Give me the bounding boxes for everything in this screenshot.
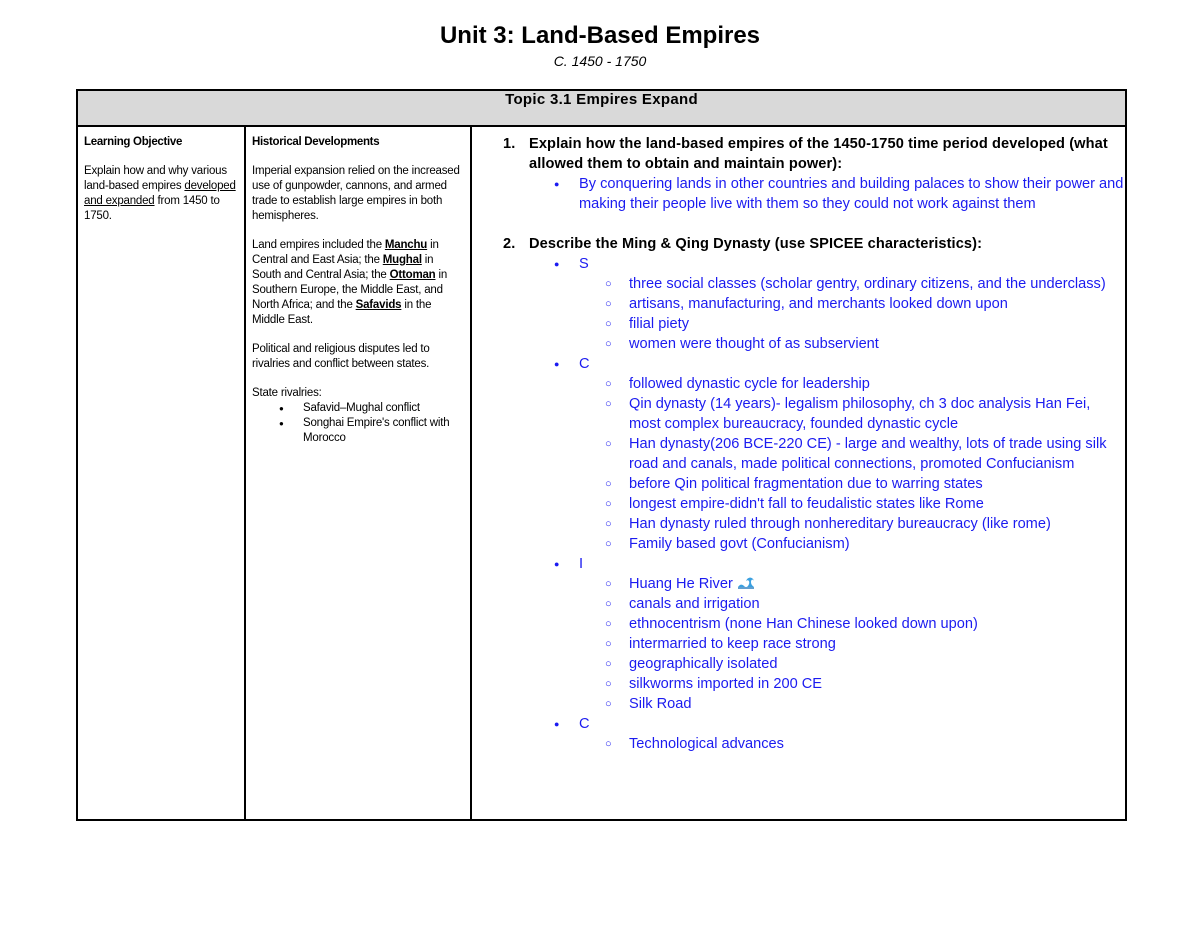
safavids-term: Safavids	[355, 299, 402, 311]
list-item: ○ Technological advances	[472, 734, 1125, 754]
content-table	[76, 89, 1127, 821]
list-item: ○ silkworms imported in 200 CE	[472, 674, 1125, 694]
spicee-s-label: ● S	[472, 254, 1125, 274]
list-item: ○ women were thought of as subservient	[472, 334, 1125, 354]
list-item: ● Safavid–Mughal conflict	[252, 401, 464, 416]
learning-objective-cell	[77, 126, 245, 820]
list-item: ○ Silk Road	[472, 694, 1125, 714]
list-item: ○ Qin dynasty (14 years)- legalism philosophy, ch 3 doc analysis Han Fei, most complex bureaucracy, founded dynastic cycle	[472, 394, 1125, 434]
land-empires-paragraph: Land empires included the Manchu in Central and East Asia; the Mughal in South and Central Asia; the Ottoman in Southern Europe, the Middle East, and North Africa; and the Safavids in the Middle East.	[252, 239, 448, 326]
topic-header: Topic 3.1 Empires Expand	[77, 90, 1126, 126]
historical-developments-heading: Historical Developments	[252, 136, 380, 148]
learning-objective-text: Explain how and why various land-based empires developed and expanded from 1450 to 1750.	[84, 165, 236, 222]
rivalries-list	[252, 401, 464, 446]
list-item: ○ filial piety	[472, 314, 1125, 334]
ottoman-term: Ottoman	[389, 269, 436, 281]
question-2: 2. Describe the Ming & Qing Dynasty (use SPICEE characteristics):	[503, 236, 983, 252]
learning-objective-heading: Learning Objective	[84, 136, 183, 148]
list-item: ○ Family based govt (Confucianism)	[472, 534, 1125, 554]
list-item: ○ Han dynasty(206 BCE-220 CE) - large and wealthy, lots of trade using silk road and canals, made political connections, promoted Confucianism	[472, 434, 1125, 474]
list-item: ○ geographically isolated	[472, 654, 1125, 674]
answer-1: ● By conquering lands in other countries and building palaces to show their power and making their people live with them so they could not work against them	[472, 174, 1125, 214]
list-item: ○ Huang He River	[472, 574, 1125, 594]
list-item: ○ followed dynastic cycle for leadership	[472, 374, 1125, 394]
list-item: ○ longest empire-didn't fall to feudalistic states like Rome	[472, 494, 1125, 514]
mughal-term: Mughal	[382, 254, 422, 266]
list-item: ○ canals and irrigation	[472, 594, 1125, 614]
disputes-paragraph: Political and religious disputes led to rivalries and conflict between states.	[252, 343, 430, 370]
historical-developments-cell	[245, 126, 471, 820]
manchu-term: Manchu	[384, 239, 428, 251]
list-item: ○ three social classes (scholar gentry, ordinary citizens, and the underclass)	[472, 274, 1125, 294]
questions-cell	[471, 126, 1126, 820]
development-paragraph: Imperial expansion relied on the increased use of gunpowder, cannons, and armed trade to establish large empires in both hemispheres.	[252, 165, 460, 222]
list-item: ○ Han dynasty ruled through nonhereditary bureaucracy (like rome)	[472, 514, 1125, 534]
question-1: 1. Explain how the land-based empires of the 1450-1750 time period developed (what allowed them to obtain and maintain power):	[503, 136, 1108, 172]
rivalries-label: State rivalries:	[252, 387, 322, 399]
list-item: ● Songhai Empire's conflict with Morocco	[252, 416, 464, 446]
water-wave-icon	[737, 575, 755, 589]
list-item: ○ intermarried to keep race strong	[472, 634, 1125, 654]
list-item: ○ artisans, manufacturing, and merchants looked down upon	[472, 294, 1125, 314]
page-title: Unit 3: Land-Based Empires	[439, 22, 761, 49]
list-item: ○ ethnocentrism (none Han Chinese looked down upon)	[472, 614, 1125, 634]
spicee-c-label: ● C	[472, 354, 1125, 374]
spicee-i-label: ● I	[472, 554, 1125, 574]
page-subtitle: C. 1450 - 1750	[553, 53, 647, 69]
list-item: ○ before Qin political fragmentation due to warring states	[472, 474, 1125, 494]
spicee-c2-label: ● C	[472, 714, 1125, 734]
